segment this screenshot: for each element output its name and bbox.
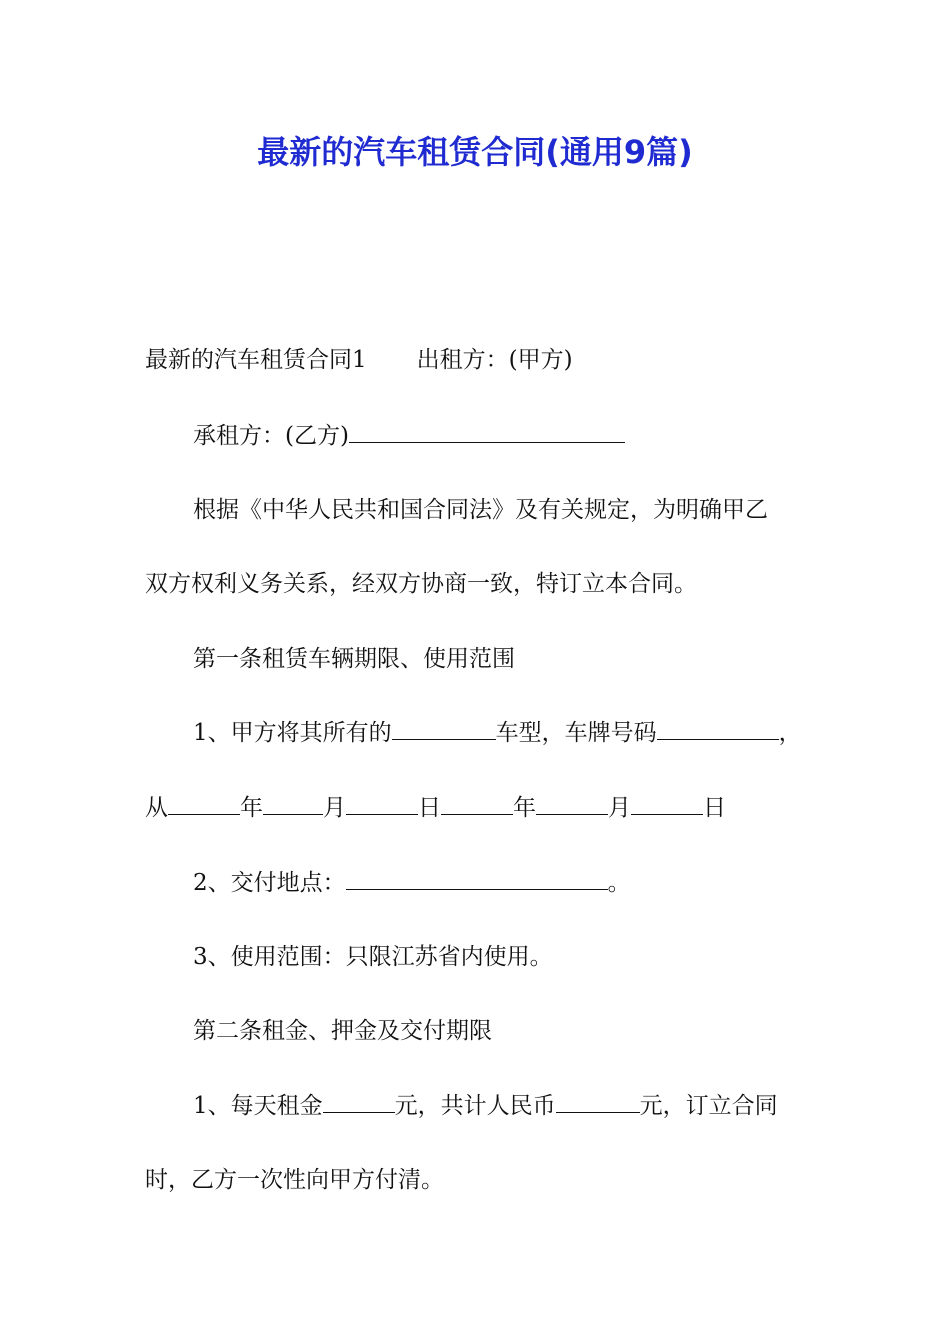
clause-text: 。 <box>607 870 631 896</box>
total-amount-blank <box>556 1090 640 1113</box>
contract-heading: 最新的汽车租赁合同1 <box>145 347 367 373</box>
date-text: 日 <box>703 795 726 821</box>
date-text: 月 <box>608 795 631 821</box>
date-text: 年 <box>240 795 263 821</box>
plate-number-blank <box>657 717 779 740</box>
clause-text: 2、交付地点： <box>193 870 346 896</box>
date-blank <box>168 792 240 815</box>
daily-rent-blank <box>323 1090 395 1113</box>
delivery-location-blank <box>346 867 608 890</box>
clause-text: 元，共计人民币 <box>394 1093 556 1119</box>
lessee-line <box>193 420 625 452</box>
contract-heading-line <box>145 344 573 376</box>
date-blank <box>441 792 513 815</box>
clause-text: 元，订立合同 <box>639 1093 778 1119</box>
clause-text: 1、每天租金 <box>193 1093 323 1119</box>
paragraph-line: 双方权利义务关系，经双方协商一致，特订立本合同。 <box>145 571 697 597</box>
clause-line <box>193 1090 778 1122</box>
date-blank <box>346 792 418 815</box>
article-heading: 第一条租赁车辆期限、使用范围 <box>193 646 515 672</box>
date-range-line <box>145 792 726 824</box>
lessor-label: 出租方：(甲方) <box>416 347 573 373</box>
date-blank <box>263 792 323 815</box>
date-text: 从 <box>145 795 168 821</box>
clause-line: 3、使用范围：只限江苏省内使用。 <box>193 944 553 970</box>
date-text: 月 <box>323 795 346 821</box>
clause-text: 车型，车牌号码 <box>495 720 657 746</box>
clause-line <box>193 717 802 749</box>
date-blank <box>536 792 608 815</box>
clause-line <box>193 867 631 899</box>
article-heading: 第二条租金、押金及交付期限 <box>193 1018 492 1044</box>
date-blank <box>631 792 703 815</box>
lessee-blank <box>349 420 625 443</box>
clause-text: 1、甲方将其所有的 <box>193 720 392 746</box>
paragraph-line: 根据《中华人民共和国合同法》及有关规定，为明确甲乙 <box>193 497 768 523</box>
lessee-label: 承租方：(乙方) <box>193 423 349 449</box>
vehicle-model-blank <box>392 717 496 740</box>
paragraph-line: 时，乙方一次性向甲方付清。 <box>145 1167 444 1193</box>
date-text: 年 <box>513 795 536 821</box>
date-text: 日 <box>418 795 441 821</box>
page-title: 最新的汽车租赁合同(通用9篇) <box>257 133 693 171</box>
clause-text: ， <box>778 720 802 746</box>
